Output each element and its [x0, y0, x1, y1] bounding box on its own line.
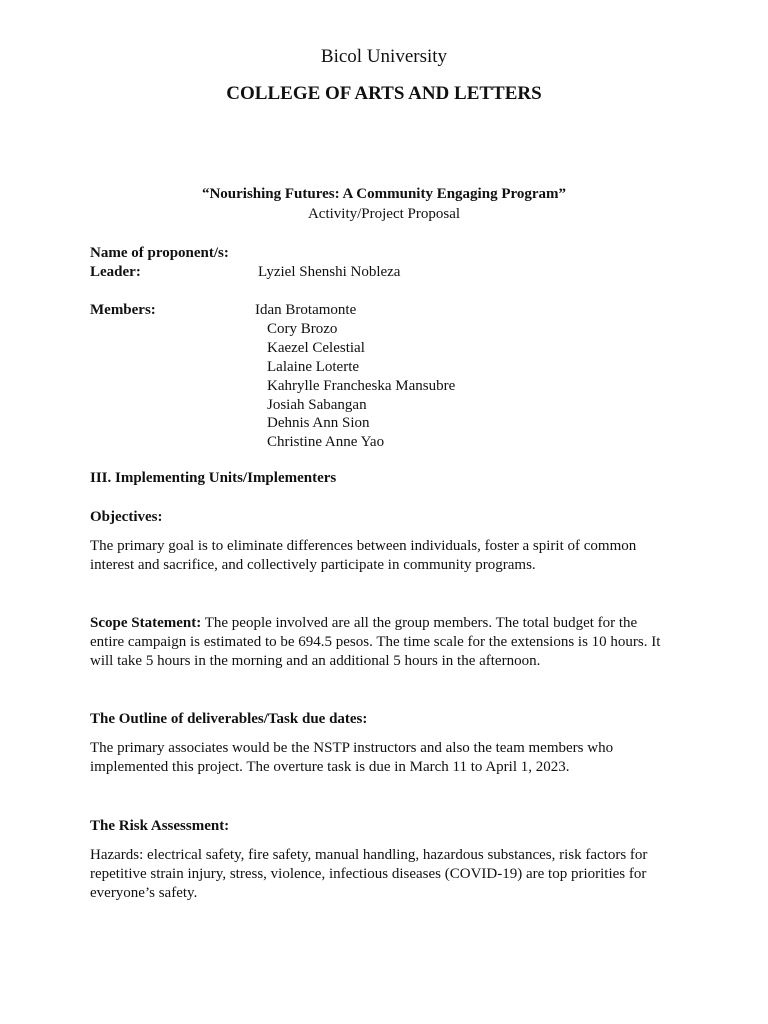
risk-assessment-text-line: Hazards: electrical safety, fire safety, manual handling, hazardous substances, risk factors for	[90, 847, 648, 863]
member-name: Cory Brozo	[267, 321, 338, 337]
member-name: Kahrylle Francheska Mansubre	[267, 378, 456, 394]
member-name: Josiah Sabangan	[267, 397, 367, 413]
members-label: Members:	[90, 302, 156, 318]
member-name: Kaezel Celestial	[267, 340, 365, 356]
scope-statement-label: Scope Statement:	[90, 615, 202, 631]
objectives-text-line: The primary goal is to eliminate differences between individuals, foster a spirit of common	[90, 538, 637, 554]
implementing-units-heading: III. Implementing Units/Implementers	[90, 470, 337, 486]
proposal-subtitle: Activity/Project Proposal	[307, 206, 461, 222]
deliverables-text-line: The primary associates would be the NSTP instructors and also the team members who	[90, 740, 614, 756]
member-name: Dehnis Ann Sion	[267, 415, 370, 431]
objectives-heading: Objectives:	[90, 509, 163, 525]
deliverables-text-line: implemented this project. The overture task is due in March 11 to April 1, 2023.	[90, 759, 570, 775]
scope-statement-line: entire campaign is estimated to be 694.5 pesos. The time scale for the extensions is 10 hours. It	[90, 634, 661, 650]
proposal-title: “Nourishing Futures: A Community Engaging Program”	[201, 186, 567, 202]
scope-statement-line: will take 5 hours in the morning and an additional 5 hours in the afternoon.	[90, 653, 541, 669]
member-name: Christine Anne Yao	[267, 434, 385, 450]
leader-name: Lyziel Shenshi Nobleza	[258, 264, 401, 280]
leader-label: Leader:	[90, 264, 141, 280]
member-name: Lalaine Loterte	[267, 359, 360, 375]
deliverables-heading: The Outline of deliverables/Task due dates:	[90, 711, 368, 727]
risk-assessment-heading: The Risk Assessment:	[90, 818, 230, 834]
objectives-text-line: interest and sacrifice, and collectively participate in community programs.	[90, 557, 536, 573]
university-name: Bicol University	[320, 46, 448, 67]
scope-statement-text: The people involved are all the group members. The total budget for the	[201, 615, 638, 631]
college-name: COLLEGE OF ARTS AND LETTERS	[226, 83, 542, 104]
risk-assessment-text-line: repetitive strain injury, stress, violence, infectious diseases (COVID-19) are top priorities for	[90, 866, 647, 882]
member-name: Idan Brotamonte	[255, 302, 357, 318]
risk-assessment-text-line: everyone’s safety.	[90, 885, 198, 901]
scope-statement-line	[90, 614, 637, 633]
proponents-heading: Name of proponent/s:	[90, 245, 229, 261]
